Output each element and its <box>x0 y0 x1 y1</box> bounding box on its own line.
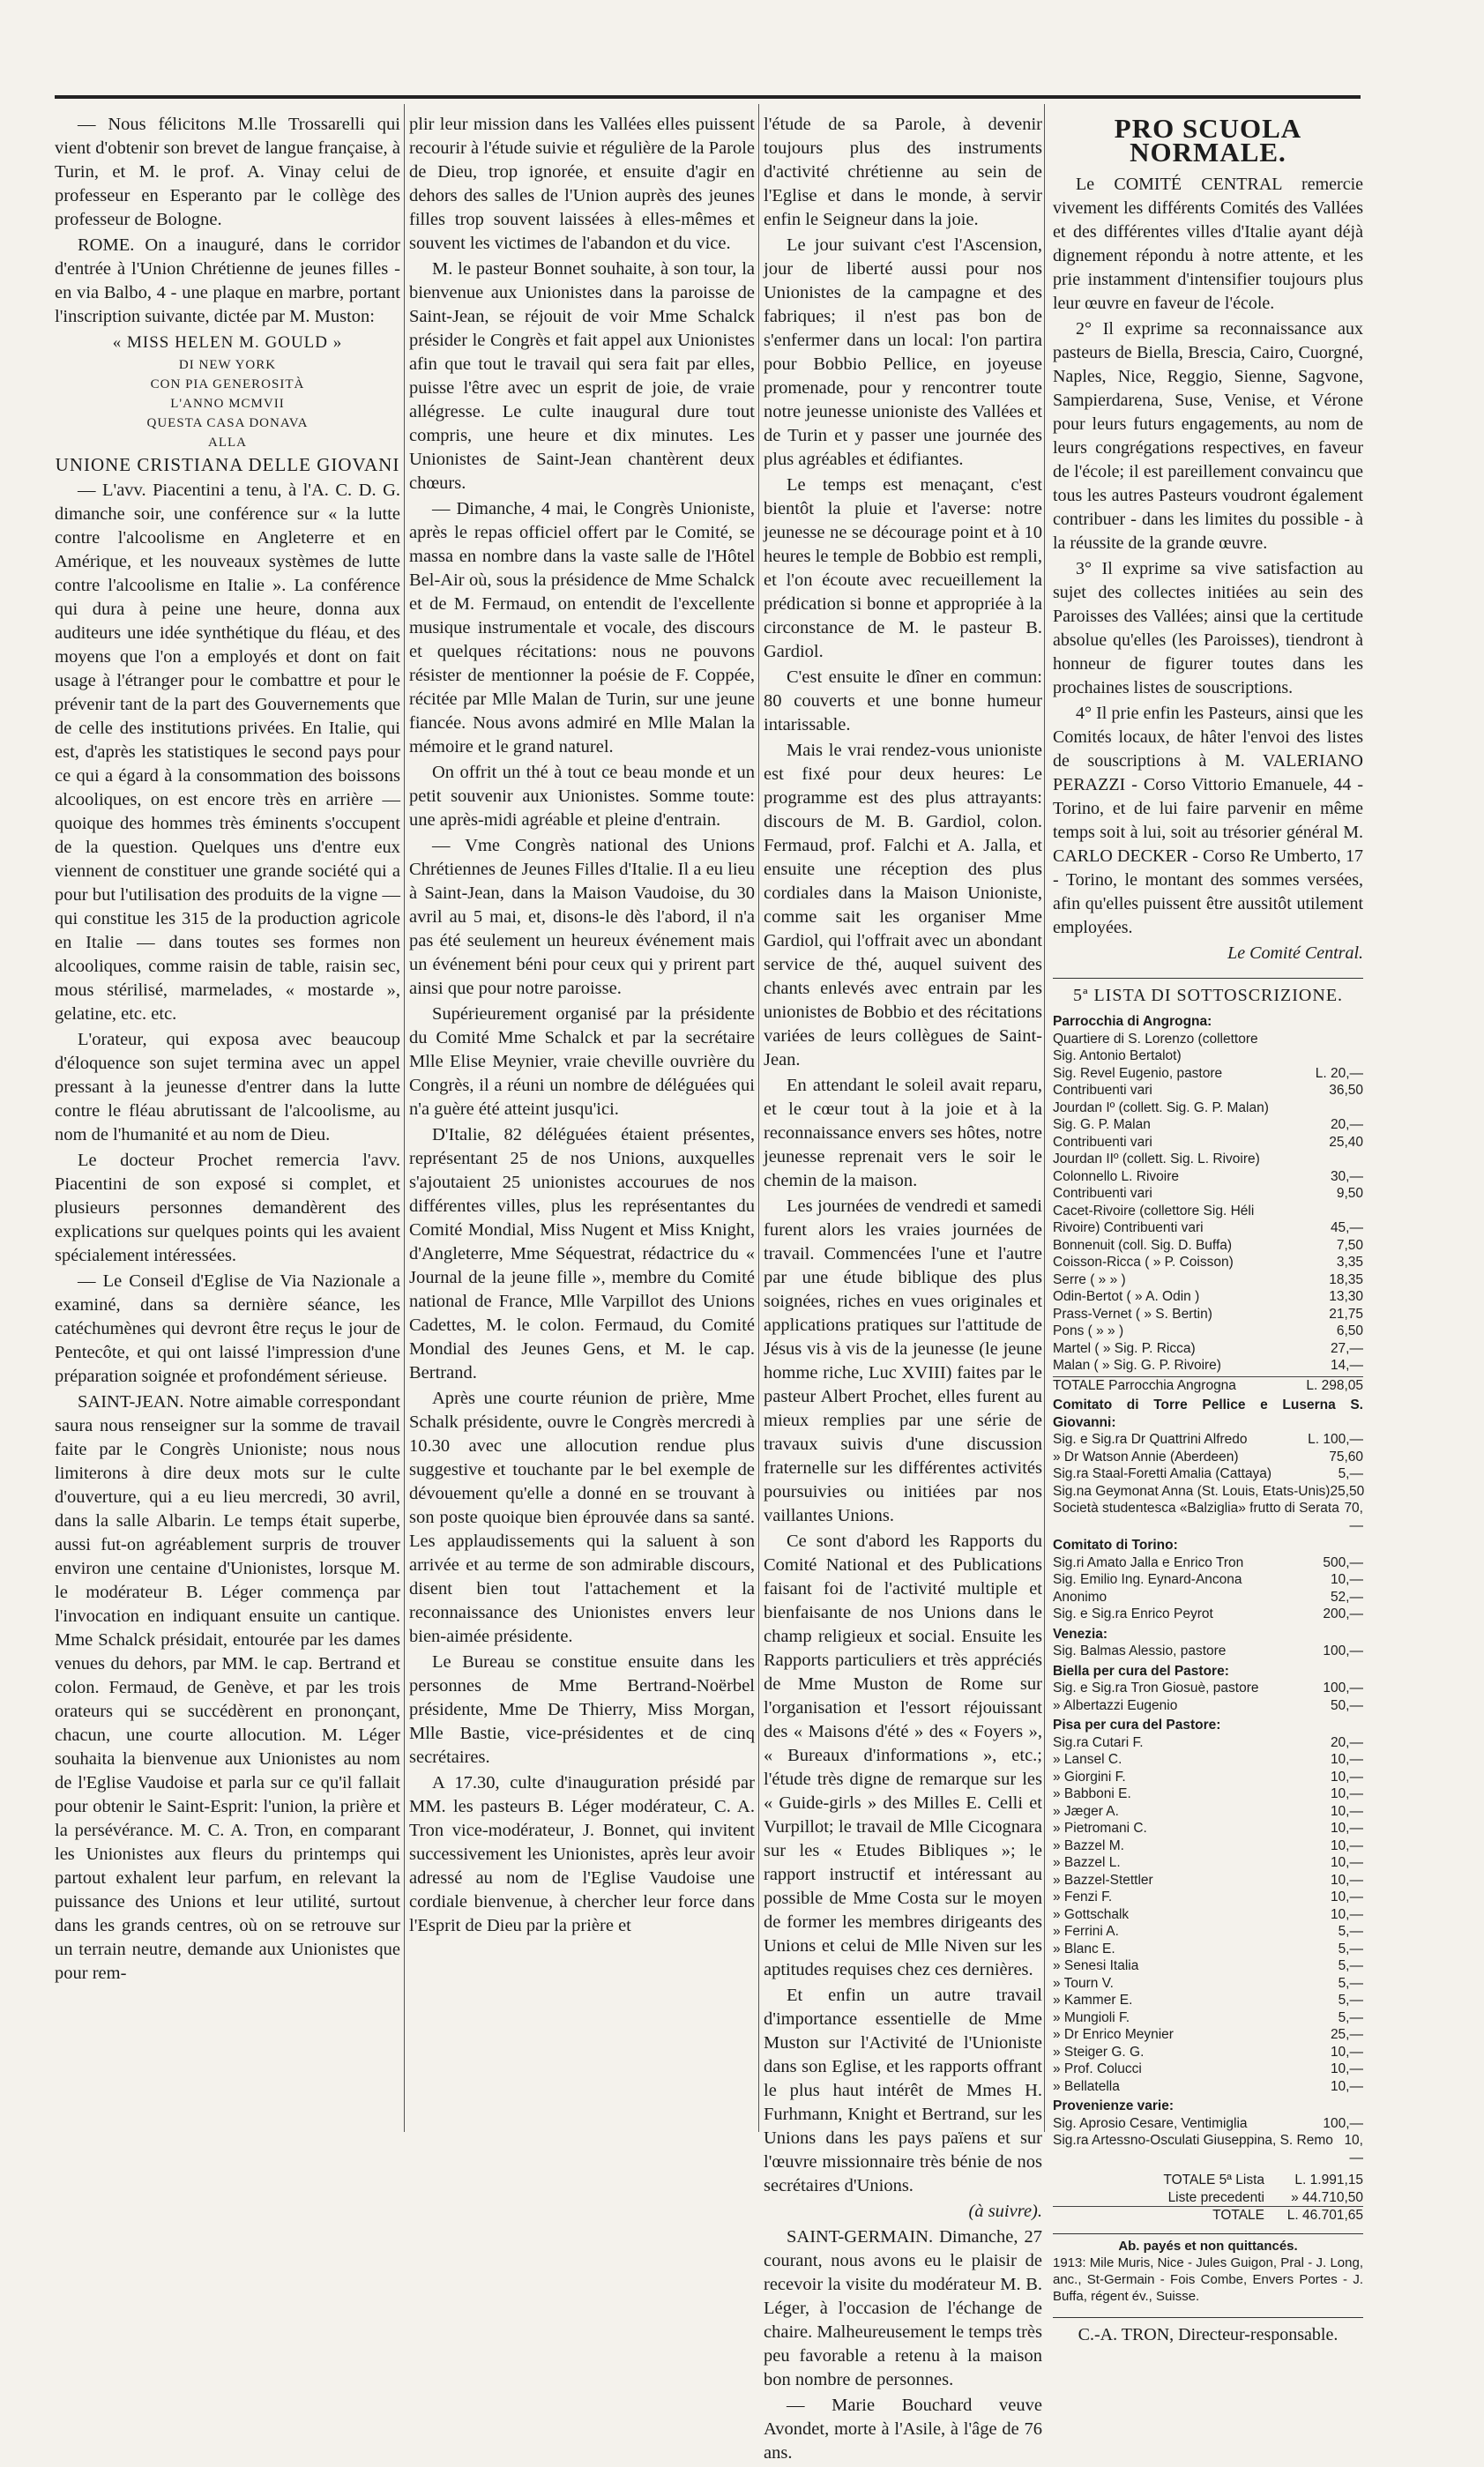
donor-name: » Prof. Colucci <box>1053 2061 1142 2076</box>
list-item <box>1053 1465 1363 1483</box>
paragraph: — Nous félicitons M.lle Trossarelli qui vient d'obtenir son brevet de langue française, à Turin, et M. le prof. A. Vinay celui de professeur en Esperanto par le collège des professeur de Bologne. <box>55 115 400 229</box>
column-divider <box>1044 104 1045 2132</box>
donor-name: » Bazzel M. <box>1053 1837 1124 1853</box>
donor-name: Sig. G. P. Malan <box>1053 1117 1151 1132</box>
paragraph: Et enfin un autre travail d'importance essentielle de Mme Muston sur l'Activité de l'Unioniste dans son Eglise, et les rapports offrant le plus haut intérêt de Mmes H. Furhmann, Knight et Bertrand, sur les Unions dans les pays païens et sur l'œuvre missionnaire très bénie de nos secrétaires d'Unions. <box>764 1986 1042 2195</box>
donor-name: Bonnenuit (coll. Sig. D. Buffa) <box>1053 1237 1233 1253</box>
list-item <box>1053 1975 1363 1993</box>
donor-name: » Steiger G. G. <box>1053 2044 1145 2060</box>
donation-amount: 10,— <box>1330 1786 1363 1801</box>
list-item <box>1053 1323 1363 1340</box>
donation-amount: 5,— <box>1338 1993 1363 2008</box>
list-item <box>1053 1449 1363 1466</box>
list-item <box>1053 1500 1363 1534</box>
donor-name: » Mungioli F. <box>1053 2009 1130 2025</box>
paragraph: Le jour suivant c'est l'Ascension, jour de liberté aussi pour nos Unionistes de la campagne et des fabriques; il n'est pas bon de s'enfermer dans un local: l'on partira pour Bobbio Pellice, en joyeuse promenade, pour y rencontrer toute notre jeunesse unioniste des Vallées et de Turin et y passer une journée des plus agréables et édifiantes. <box>764 235 1042 469</box>
donation-amount: 10,— <box>1330 1821 1363 1836</box>
donor-name: Rivoire) Contribuenti vari <box>1053 1220 1204 1235</box>
list-item <box>1053 2044 1363 2061</box>
list-group-heading: Comitato di Torino: <box>1053 1538 1178 1553</box>
previous-label: Liste precedenti <box>1167 2189 1264 2205</box>
column-2 <box>409 113 755 1940</box>
list-item <box>1053 2132 1363 2166</box>
paragraph: L'orateur, qui exposa avec beaucoup d'éloquence son sujet termina avec un appel pressant à la jeunesse d'entrer dans la lutte contre le fléau abrutissant de l'alcoolisme, au nom de l'humanité et au nom de Dieu. <box>55 1030 400 1144</box>
paragraph: Après une courte réunion de prière, Mme Schalk présidente, ouvre le Congrès mercredi à 10.30 avec une allocution rendue plus suggestive et touchante par le bel exemple de dévouement qu'elle a donné en se trouvant à son poste quoique bien éprouvée dans sa santé. Les applaudissements qui la saluent à son arrivée et au terme de son admirable discours, disent bien tout l'attachement et la reconnaissance des Unionistes envers leur bien-aimée présidente. <box>409 1389 755 1646</box>
inscription-line: « MISS HELEN M. GOULD » <box>112 333 343 352</box>
donation-amount: 10,— <box>1330 1855 1363 1870</box>
donor-name: » Ferrini A. <box>1053 1924 1119 1939</box>
list-subtotal <box>1053 1376 1363 1395</box>
donation-amount: 25,50 <box>1330 1483 1365 1499</box>
donation-amount: 10,— <box>1330 1889 1363 1904</box>
paragraph: SAINT-JEAN. Notre aimable correspondant saura nous renseigner sur la somme de travail faite par le Congrès Unioniste; nous nous limiterons à dire deux mots sur le culte d'ouverture, qui a eu lieu mercredi, 30 avril, dans la salle Albarin. Le temps était superbe, aussi fut-on agréablement surpris de trouver environ une centaine d'Unionistes, lorsque M. le modérateur B. Léger commença par l'invocation en indiquant ensuite un cantique. Mme Schalck présidait, entourée par les dames venues du dehors, par MM. le cap. Bertrand et colon. Fermaud, de Genève, et par les trois orateurs qui se succédèrent en prononçant, chacun, une courte allocution. M. Léger souhaita la bienvenue aux Unionistes au nom de l'Eglise Vaudoise et parla sur ce qu'il fallait pour obtenir le Saint-Esprit: l'union, la prière et la persévérance. M. C. A. Tron, en comparant les Unionistes aux fleurs du printemps qui partout exhalent leur parfum, en relevant la puissance des Unions et leur utilité, surtout dans les grands centres, où on se retrouve sur un terrain neutre, demande aux Unionistes que pour rem- <box>55 1392 400 1983</box>
donation-amount: 10,— <box>1330 1572 1363 1587</box>
donor-name: Contribuenti vari <box>1053 1186 1152 1201</box>
list-item <box>1053 1992 1363 2009</box>
grand-total-label: TOTALE <box>1212 2208 1264 2223</box>
donation-amount: 14,— <box>1330 1358 1363 1373</box>
subtotal-amount: L. 298,05 <box>1306 1377 1363 1393</box>
donor-name: » Blanc E. <box>1053 1941 1115 1956</box>
donation-amount: 50,— <box>1330 1697 1363 1713</box>
paragraph: — Dimanche, 4 mai, le Congrès Unioniste, après le repas officiel offert par le Comité, se massa en nombre dans la vaste salle de l'Hôtel Bel-Air où, sous la présidence de Mme Schalck et de M. Fermaud, on entendit de l'excellente musique instrumentale et vocale, des discours et quelques récitations: nous ne pouvons résister de mentionner la poésie de F. Coppée, récitée par Mlle Malan de Turin, sur une jeune fiancée. Nous avons admiré en Mlle Malan la mémoire et le grand naturel. <box>409 499 755 756</box>
total-label: TOTALE 5ª Lista <box>1163 2173 1264 2188</box>
donor-name: Sig. e Sig.ra Tron Giosuè, pastore <box>1053 1681 1259 1696</box>
list-item <box>1053 1203 1363 1220</box>
donation-amount: 500,— <box>1323 1554 1363 1570</box>
list-item <box>1053 1589 1363 1606</box>
paragraph: Ce sont d'abord les Rapports du Comité National et des Publications faisant foi de l'activité multiple et bienfaisante de nos Unions dans le champ religieux et social. Ensuite les Rapports particuliers et très appréciés de Mme Muston de Rome sur l'organisation et l'essort réjouissant des « Maisons d'été » des « Foyers », « Bureaux d'informations », etc.; l'étude très digne de remarque sur les « Guide-girls » des Milles E. Celli et Vurpillot; le travail de Mlle Cicognara sur les « Etudes Bibliques »; le rapport instructif et intéressant au possible de Mme Costa sur le moyen de former les membres dirigeants des Unions et celui de Mlle Niven sur les aptitudes requises chez ces dernières. <box>764 1532 1042 1979</box>
donor-name: » Kammer E. <box>1053 1993 1133 2008</box>
list-group-heading: Provenienze varie: <box>1053 2098 1174 2113</box>
column-divider <box>404 104 405 2132</box>
paragraph: 4° Il prie enfin les Pasteurs, ainsi que les Comités locaux, de hâter l'envoi des listes de souscriptions à M. VALERIANO PERAZZI - Corso Vittorio Emanuele, 44 - Torino, et de lui faire parvenir en même temps soit à lui, soit au trésorier général M. CARLO DECKER - Corso Re Umberto, 17 - Torino, le montant des sommes versées, afin qu'elles puissent être aussitôt utilement employées. <box>1053 704 1363 937</box>
donation-amount: 10,— <box>1330 1906 1363 1922</box>
list-item <box>1053 1340 1363 1358</box>
list-item <box>1053 2026 1363 2044</box>
donor-name: Jourdan IIº (collett. Sig. L. Rivoire) <box>1053 1152 1260 1166</box>
paragraph: 2° Il exprime sa reconnaissance aux pasteurs de Biella, Brescia, Cairo, Cuorgné, Naples, Nice, Reggio, Sienne, Sagvone, Sampierdarena, Suse, Venise, et Vérone pour leurs futurs engagements, au nom de leurs congrégations respectives, en faveur de l'école; il est pareillement convaincu que tous les autres Pasteurs voudront également contribuer - dans les limites du possible - à la réussite de la grande œuvre. <box>1053 319 1363 553</box>
donation-amount: 10,— <box>1330 2044 1363 2060</box>
donation-amount: 5,— <box>1338 1958 1363 1973</box>
list-item <box>1053 1151 1363 1168</box>
subscription-totals <box>1053 2172 1363 2225</box>
donor-name: Contribuenti vari <box>1053 1134 1152 1150</box>
donor-name: Sig.ri Amato Jalla e Enrico Tron <box>1053 1554 1244 1570</box>
donor-name: Serre ( » » ) <box>1053 1271 1126 1287</box>
list-item <box>1053 2061 1363 2078</box>
list-item <box>1053 1168 1363 1186</box>
list-item <box>1053 1237 1363 1255</box>
donation-amount: 10,— <box>1344 2133 1363 2165</box>
list-item <box>1053 1271 1363 1289</box>
donation-amount: 30,— <box>1330 1168 1363 1184</box>
donation-amount: 36,50 <box>1329 1083 1363 1098</box>
list-item <box>1053 1751 1363 1769</box>
list-item <box>1053 1082 1363 1099</box>
list-item <box>1053 1889 1363 1906</box>
list-item <box>1053 2078 1363 2096</box>
donation-amount: 5,— <box>1338 2009 1363 2025</box>
subtotal-label: TOTALE Parrocchia Angrogna <box>1053 1377 1236 1393</box>
donor-name: Prass-Vernet ( » S. Bertin) <box>1053 1306 1212 1322</box>
paragraph: D'Italie, 82 déléguées étaient présentes, représentant 25 de nos Unions, auxquelles s'ajoutaient 25 unionistes accourues de nos différentes villes, plus les représentantes du Comité Mondial, Miss Nugent et Miss Knight, d'Angleterre, Mme Séquestrat, rédactrice du « Journal de la jeune fille », membre du Comité national de France, Mlle Varpillot des Unions Cadettes, M. le colon. Fermaud, du Comité Mondial des Jeunes Gens, et M. le cap. Bertrand. <box>409 1125 755 1383</box>
list-item <box>1053 1606 1363 1623</box>
donor-name: » Senesi Italia <box>1053 1958 1139 1973</box>
donation-amount: 10,— <box>1330 1769 1363 1785</box>
donor-name: Sig. Balmas Alessio, pastore <box>1053 1643 1227 1658</box>
list-item <box>1053 1099 1363 1117</box>
donation-amount: 20,— <box>1330 1734 1363 1750</box>
list-group-heading: Pisa per cura del Pastore: <box>1053 1718 1221 1733</box>
donor-name: » Dr Watson Annie (Aberdeen) <box>1053 1449 1239 1465</box>
list-item <box>1053 1957 1363 1975</box>
donation-amount: 21,75 <box>1329 1306 1363 1322</box>
donor-name: » Dr Enrico Meynier <box>1053 2027 1174 2042</box>
list-group-heading: Parrocchia di Angrogna: <box>1053 1014 1212 1029</box>
donation-amount: L. 20,— <box>1315 1065 1363 1081</box>
paragraph: M. le pasteur Bonnet souhaite, à son tour, la bienvenue aux Unionistes dans la paroisse de Saint-Jean, se réjouit de voir Mme Schalck présider le Congrès et fait appel aux Unionistes afin que tout le travail qui sera fait par elles, puisse l'être avec un esprit de joie, de vraie allégresse. Le culte inaugural dure tout compris, une heure et dix minutes. Les Unionistes de Saint-Jean chantèrent deux chœurs. <box>409 259 755 493</box>
inscription-line: CON PIA GENEROSITÀ <box>150 377 305 391</box>
grand-total-value: L. 46.701,65 <box>1286 2208 1363 2223</box>
donation-amount: 45,— <box>1330 1220 1363 1235</box>
list-item <box>1053 1554 1363 1572</box>
donation-amount: 75,60 <box>1329 1449 1363 1465</box>
donor-name: Anonimo <box>1053 1589 1107 1605</box>
paragraph: — Le Conseil d'Eglise de Via Nazionale a examiné, dans sa dernière séance, les catéchumènes qui devront être reçus le jour de Pentecôte, et qui ont laissé l'impression d'une préparation soignée et profondément sérieuse. <box>55 1271 400 1386</box>
list-item <box>1053 2009 1363 2027</box>
donation-amount: 20,— <box>1330 1117 1363 1132</box>
total-value: L. 1.991,15 <box>1294 2173 1363 2188</box>
list-item <box>1053 1854 1363 1872</box>
donation-amount: 100,— <box>1323 2115 1363 2131</box>
donor-name: Sig. Revel Eugenio, pastore <box>1053 1065 1223 1081</box>
column-3 <box>764 113 1042 2467</box>
donor-name: Malan ( » Sig. G. P. Rivoire) <box>1053 1358 1221 1373</box>
paragraph: — Vme Congrès national des Unions Chrétiennes de Jeunes Filles d'Italie. Il a eu lieu à Saint-Jean, dans la Maison Vaudoise, du 30 avril au 5 mai, et, disons-le dès l'abord, il n'a pas été seulement un heureux événement mais un événement béni pour ceux qui y prirent part ainsi que pour notre paroisse. <box>409 836 755 998</box>
donation-amount: 5,— <box>1338 1941 1363 1956</box>
list-group-heading: Venezia: <box>1053 1626 1108 1642</box>
list-item <box>1053 1643 1363 1660</box>
list-item <box>1053 1431 1363 1449</box>
paragraph: l'étude de sa Parole, à devenir toujours plus des instruments d'activité chrétienne au sein de l'Eglise et dans le monde, à servir enfin le Seigneur dans la joie. <box>764 115 1042 229</box>
paragraph: Le docteur Prochet remercia l'avv. Piacentini de son exposé si complet, et plusieurs personnes demandèrent des explications sur quelques points qui les avaient spécialement intéressées. <box>55 1151 400 1265</box>
list-item <box>1053 1185 1363 1203</box>
donor-name: Sig. e Sig.ra Enrico Peyrot <box>1053 1606 1213 1621</box>
list-item <box>1053 1571 1363 1589</box>
donation-amount: L. 100,— <box>1308 1432 1363 1447</box>
list-item <box>1053 1785 1363 1803</box>
list-item <box>1053 1483 1363 1501</box>
list-item <box>1053 1134 1363 1152</box>
donation-amount: 27,— <box>1330 1340 1363 1356</box>
list-item <box>1053 1923 1363 1941</box>
donor-name: Sig.na Geymonat Anna (St. Louis, Etats-Unis) <box>1053 1483 1331 1499</box>
paragraph: Mais le vrai rendez-vous unioniste est fixé pour deux heures: Le programme est des plus attrayants: discours de M. B. Gardiol, colon. Fermaud, prof. Falchi et A. Jalla, et ensuite une réception des plus cordiales dans la Maison Unioniste, comme sait les organiser Mme Gardiol, qui l'offrait avec un abondant service de thé, auquel suivent des chants enlevés avec entrain par les unionistes de Bobbio et des récitations variées de leurs collègues de Saint-Jean. <box>764 741 1042 1070</box>
paragraph: SAINT-GERMAIN. Dimanche, 27 courant, nous avons eu le plaisir de recevoir la visite du modérateur M. B. Léger, à l'occasion de l'échange de chaire. Malheureusement le temps très peu favorable a retenu à la maison bon nombre de personnes. <box>764 2227 1042 2389</box>
donation-amount: 13,30 <box>1329 1289 1363 1304</box>
donor-name: Cacet-Rivoire (collettore Sig. Héli <box>1053 1203 1255 1219</box>
donor-name: » Bazzel L. <box>1053 1855 1121 1870</box>
subscription-list-title: 5ª LISTA DI SOTTOSCRIZIONE. <box>1053 978 1363 1008</box>
list-item <box>1053 1769 1363 1786</box>
paragraph: En attendant le soleil avait reparu, et le cœur tout à la joie et à la reconnaissance envers ses hôtes, notre jeunesse reprenait vers le soir le chemin de la maison. <box>764 1076 1042 1190</box>
donor-name: » Pietromani C. <box>1053 1821 1147 1836</box>
donation-amount: 6,50 <box>1336 1323 1363 1338</box>
donor-name: » Albertazzi Eugenio <box>1053 1697 1178 1713</box>
paragraph: C'est ensuite le dîner en commun: 80 couverts et une bonne humeur intarissable. <box>764 667 1042 734</box>
donation-amount: 7,50 <box>1336 1237 1363 1253</box>
list-item <box>1053 1680 1363 1697</box>
donation-amount: 100,— <box>1323 1681 1363 1696</box>
list-item <box>1053 1047 1363 1065</box>
donor-name: Sig.ra Staal-Foretti Amalia (Cattaya) <box>1053 1466 1272 1481</box>
donor-name: » Giorgini F. <box>1053 1769 1126 1785</box>
list-item <box>1053 1065 1363 1083</box>
donor-name: Sig. Emilio Ing. Eynard-Ancona <box>1053 1572 1242 1587</box>
signature: Le Comité Central. <box>1227 943 1363 963</box>
list-item <box>1053 1306 1363 1323</box>
paragraph: plir leur mission dans les Vallées elles puissent recourir à l'étude suivie et régulière de la Parole de Dieu, trop ignorée, et ensuite d'agir en dehors des salles de l'Union auprès des jeunes filles trop souvent laissées à elles-mêmes et souvent les victimes de l'abandon et du vice. <box>409 115 755 253</box>
donor-name: » Bellatella <box>1053 2078 1120 2094</box>
donation-amount: 200,— <box>1323 1606 1363 1621</box>
donation-amount: 3,35 <box>1336 1255 1363 1270</box>
list-item <box>1053 1254 1363 1271</box>
donor-name: Sig. Aprosio Cesare, Ventimiglia <box>1053 2115 1248 2131</box>
inscription-line: UNIONE CRISTIANA DELLE GIOVANI <box>55 454 400 475</box>
paragraph: On offrit un thé à tout ce beau monde et un petit souvenir aux Unionistes. Somme toute: une après-midi agréable et pleine d'entrain. <box>409 763 755 830</box>
donation-amount: 100,— <box>1323 1643 1363 1658</box>
list-item <box>1053 1219 1363 1237</box>
donor-name: Pons ( » » ) <box>1053 1323 1124 1338</box>
donor-name: » Tourn V. <box>1053 1975 1114 1991</box>
donor-name: Jourdan Iº (collett. Sig. G. P. Malan) <box>1053 1099 1269 1115</box>
donation-amount: 25,— <box>1330 2027 1363 2042</box>
column-1 <box>55 113 400 1987</box>
list-item <box>1053 1734 1363 1752</box>
list-item <box>1053 1820 1363 1837</box>
paragraph: — L'avv. Piacentini a tenu, à l'A. C. D. G. dimanche soir, une conférence sur « la lutte contre l'alcoolisme en Angleterre et en Amérique, et les nouveaux systèmes de lutte contre l'alcoolisme en Italie ». La conférence qui dura à peine une heure, donna aux auditeurs une idée synthétique du fléau, et des moyens que l'on a employés et dont on fait usage à l'étranger pour le combattre et pour le prévenir tant de la part des Gouvernements que de celle des institutions privées. En Italie, qui est, d'après les statistiques le second pays pour ce qui a égard à la consommation des boissons alcooliques, on est encore très en arrière — quoique des hommes très éminents s'occupent de la question. Quelques uns d'entre eux viennent de constituer une grande société qui a pour but l'utilisation des produits de la vigne — qui constitue les 315 de la production agricole en Italie — dans toutes ses formes non alcooliques, comme raisin de table, raisin sec, mous stérilisé, marmelades, « mostarde », gelatine, etc. etc. <box>55 481 400 1024</box>
list-item <box>1053 1116 1363 1134</box>
list-item <box>1053 1031 1363 1048</box>
donation-amount: 70,— <box>1344 1501 1363 1533</box>
list-item <box>1053 1906 1363 1924</box>
donor-name: Odin-Bertot ( » A. Odin ) <box>1053 1289 1200 1304</box>
donor-name: Sig.ra Cutari F. <box>1053 1734 1144 1750</box>
donor-name: Coisson-Ricca ( » P. Coisson) <box>1053 1255 1234 1270</box>
section-heading: PRO SCUOLA NORMALE. <box>1114 113 1302 168</box>
donor-name: Società studentesca «Balziglia» frutto di Serata <box>1053 1501 1339 1516</box>
donor-name: » Fenzi F. <box>1053 1889 1113 1904</box>
donor-name: Sig. Antonio Bertalot) <box>1053 1048 1182 1063</box>
unreceipted-subscriptions <box>1053 2233 1363 2305</box>
paragraph: Le COMITÉ CENTRAL remercie vivement les différents Comités des Vallées et des différentes villes d'Italie ayant déjà dignement répondu à notre attente, et les prie instamment d'intensifier toujours plus leur œuvre en faveur de l'école. <box>1053 175 1363 313</box>
list-group-heading: Biella per cura del Pastore: <box>1053 1663 1229 1679</box>
column-divider <box>758 104 759 2132</box>
paragraph: — Marie Bouchard veuve Avondet, morte à l'Asile, à l'âge de 76 ans. <box>764 2396 1042 2463</box>
editor-line: C.-A. TRON, Directeur-responsable. <box>1053 2317 1363 2347</box>
list-item <box>1053 1803 1363 1821</box>
donation-amount: 10,— <box>1330 1872 1363 1888</box>
donation-amount: 10,— <box>1330 2078 1363 2094</box>
list-item <box>1053 1288 1363 1306</box>
donor-name: Quartiere di S. Lorenzo (collettore <box>1053 1031 1258 1047</box>
previous-value: » 44.710,50 <box>1291 2189 1363 2205</box>
paragraph: A 17.30, culte d'inauguration présidé par MM. les pasteurs B. Léger modérateur, C. A. Tron vice-modérateur, J. Bonnet, qui invitent successivement les Unionistes, après leur avoir adressé au nom de l'Eglise Vaudoise une cordiale bienvenue, à chercher leur force dans l'Esprit de Dieu par la prière et <box>409 1773 755 1935</box>
donation-amount: 18,35 <box>1329 1271 1363 1287</box>
donor-name: » Babboni E. <box>1053 1786 1131 1801</box>
donation-amount: 52,— <box>1330 1589 1363 1605</box>
to-be-continued: (à suivre). <box>968 2202 1042 2221</box>
donor-name: » Jæger A. <box>1053 1803 1119 1819</box>
paragraph: Le Bureau se constitue ensuite dans les personnes de Mme Bertrand-Noërbel présidente, Mme De Thierry, Miss Morgan, Mlle Bastie, vice-présidentes et de cinq secrétaires. <box>409 1652 755 1767</box>
column-4 <box>1053 113 1363 2347</box>
donation-amount: 5,— <box>1338 1975 1363 1991</box>
donor-name: » Lansel C. <box>1053 1752 1122 1767</box>
list-group-heading: Comitato di Torre Pellice e Luserna S. Giovanni: <box>1053 1397 1363 1430</box>
list-item <box>1053 2115 1363 2133</box>
paragraph: ROME. On a inauguré, dans le corridor d'entrée à l'Union Chrétienne de jeunes filles - en via Balbo, 4 - une plaque en marbre, portant l'inscription suivante, dictée par M. Muston: <box>55 235 400 326</box>
donation-amount: 5,— <box>1338 1924 1363 1939</box>
list-item <box>1053 1872 1363 1889</box>
donor-name: Martel ( » Sig. P. Ricca) <box>1053 1340 1196 1356</box>
donor-name: Sig. e Sig.ra Dr Quattrini Alfredo <box>1053 1432 1248 1447</box>
subscription-list <box>1053 1013 1363 2166</box>
donation-amount: 10,— <box>1330 1752 1363 1767</box>
footnote-title: Ab. payés et non quittancés. <box>1118 2238 1298 2254</box>
inscription-line: L'ANNO MCMVII <box>170 397 285 411</box>
inscription-line: QUESTA CASA DONAVA <box>146 416 309 430</box>
inscription-line: ALLA <box>208 436 247 450</box>
list-item <box>1053 1941 1363 1958</box>
donor-name: » Bazzel-Stettler <box>1053 1872 1153 1888</box>
donation-amount: 9,50 <box>1336 1186 1363 1201</box>
donor-name: Colonnello L. Rivoire <box>1053 1168 1180 1184</box>
inscription-line: DI NEW YORK <box>178 358 277 372</box>
paragraph: 3° Il exprime sa vive satisfaction au sujet des collectes initiées au sein des Paroisses des Vallées; ainsi que la certitude absolue qu'elles (les Paroisses), tiendront à honneur de figurer toutes dans les prochaines listes de souscriptions. <box>1053 559 1363 697</box>
donor-name: Contribuenti vari <box>1053 1083 1152 1098</box>
donation-amount: 10,— <box>1330 1837 1363 1853</box>
list-item <box>1053 1837 1363 1855</box>
donation-amount: 10,— <box>1330 1803 1363 1819</box>
donation-amount: 25,40 <box>1329 1134 1363 1150</box>
donor-name: » Gottschalk <box>1053 1906 1130 1922</box>
donation-amount: 5,— <box>1338 1466 1363 1481</box>
list-item <box>1053 1357 1363 1375</box>
list-item <box>1053 1697 1363 1715</box>
footnote-text: 1913: Mile Muris, Nice - Jules Guigon, Pral - J. Long, anc., St-Germain - Fois Combe, Envers Portes - J. Buffa, régent év., Suisse. <box>1053 2255 1363 2304</box>
top-rule <box>55 95 1361 99</box>
paragraph: Les journées de vendredi et samedi furent alors les vraies journées de travail. Commencées l'une et l'autre par une étude biblique des plus soignées, riches en vues originales et applications pratiques sur l'attitude de Jésus vis à vis de la jeunesse (le jeune homme riche, Luc XVIII) faites par le pasteur Albert Prochet, elles furent au mieux remplies par une série de travaux suivis d'une discussion fraternelle sur les différentes activités poursuivies ou initiées par nos vaillantes Unions. <box>764 1196 1042 1525</box>
donation-amount: 10,— <box>1330 2061 1363 2076</box>
donor-name: Sig.ra Artessno-Osculati Giuseppina, S. Remo <box>1053 2133 1333 2148</box>
paragraph: Supérieurement organisé par la présidente du Comité Mme Schalck et par la secrétaire Mlle Elise Meynier, vraie cheville ouvrière du Congrès, il a réuni un nombre de déléguées qui n'a guère été atteint jusqu'ici. <box>409 1004 755 1119</box>
paragraph: Le temps est menaçant, c'est bientôt la pluie et l'averse: notre jeunesse ne se décourage point et à 10 heures le temple de Bobbio est rempli, et l'on écoute avec recueillement la prédication si bonne et appropriée à la circonstance de M. le pasteur B. Gardiol. <box>764 475 1042 661</box>
